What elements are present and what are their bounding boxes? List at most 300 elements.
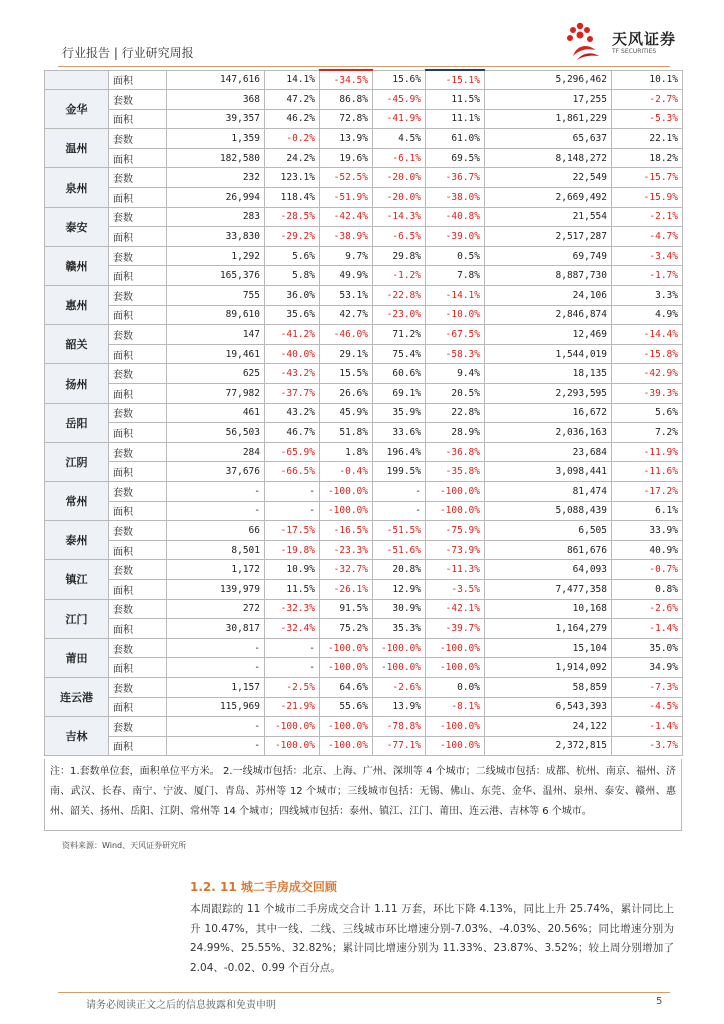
data-cell: 7.2% <box>612 423 683 443</box>
data-cell: -66.5% <box>265 462 320 482</box>
table-row <box>45 717 683 737</box>
table-row <box>45 423 683 443</box>
data-cell: -23.3% <box>320 540 373 560</box>
city-cell: 莆田 <box>45 638 109 677</box>
data-cell: 55.6% <box>320 697 373 717</box>
data-cell: 35.9% <box>373 403 426 423</box>
data-cell: -19.8% <box>265 540 320 560</box>
metric-label: 面积 <box>109 579 167 599</box>
table-row <box>45 70 683 90</box>
data-cell: -17.5% <box>265 521 320 541</box>
data-cell: 2,293,595 <box>485 384 612 404</box>
data-cell: 0.5% <box>426 246 485 266</box>
data-cell: 625 <box>167 364 265 384</box>
data-cell: 15,104 <box>485 638 612 658</box>
data-cell: -16.5% <box>320 521 373 541</box>
housing-data-table <box>44 69 683 756</box>
data-cell: 7,477,358 <box>485 579 612 599</box>
data-cell: -11.9% <box>612 442 683 462</box>
data-cell: -37.7% <box>265 384 320 404</box>
company-logo <box>565 20 675 64</box>
data-cell: 17,255 <box>485 90 612 110</box>
metric-label: 面积 <box>109 423 167 443</box>
data-cell: 1,914,092 <box>485 658 612 678</box>
table-row <box>45 384 683 404</box>
metric-label: 套数 <box>109 677 167 697</box>
metric-label: 面积 <box>109 70 167 90</box>
metric-label: 面积 <box>109 109 167 129</box>
data-cell: 10.9% <box>265 560 320 580</box>
data-cell: 81,474 <box>485 481 612 501</box>
data-cell: 58,859 <box>485 677 612 697</box>
data-cell: -14.3% <box>373 207 426 227</box>
table-row <box>45 638 683 658</box>
metric-label: 套数 <box>109 481 167 501</box>
metric-label: 面积 <box>109 462 167 482</box>
data-cell: 861,676 <box>485 540 612 560</box>
data-cell: -100.0% <box>265 717 320 737</box>
data-cell: -2.1% <box>612 207 683 227</box>
data-cell: -100.0% <box>426 717 485 737</box>
data-cell: -32.3% <box>265 599 320 619</box>
data-cell: 53.1% <box>320 286 373 306</box>
data-cell: -14.1% <box>426 286 485 306</box>
data-cell: 461 <box>167 403 265 423</box>
footer-disclaimer: 请务必阅读正文之后的信息披露和免责申明 <box>86 1000 276 1011</box>
city-cell: 扬州 <box>45 364 109 403</box>
data-cell: 232 <box>167 168 265 188</box>
data-cell: 33,830 <box>167 227 265 247</box>
data-cell: -1.7% <box>612 266 683 286</box>
data-cell: -100.0% <box>320 638 373 658</box>
data-cell: -5.3% <box>612 109 683 129</box>
data-cell: 6.1% <box>612 501 683 521</box>
data-cell: 39,357 <box>167 109 265 129</box>
table-row <box>45 90 683 110</box>
metric-label: 面积 <box>109 148 167 168</box>
data-cell: -0.2% <box>265 129 320 149</box>
data-cell: 2,846,874 <box>485 305 612 325</box>
table-row <box>45 501 683 521</box>
data-cell: 14.1% <box>265 70 320 90</box>
metric-label: 套数 <box>109 168 167 188</box>
data-cell: -40.8% <box>426 207 485 227</box>
data-cell: - <box>167 638 265 658</box>
data-cell: 272 <box>167 599 265 619</box>
data-cell: 8,887,730 <box>485 266 612 286</box>
data-cell: -0.7% <box>612 560 683 580</box>
table-row <box>45 344 683 364</box>
metric-label: 套数 <box>109 90 167 110</box>
table-row <box>45 148 683 168</box>
data-cell: -4.7% <box>612 227 683 247</box>
data-cell: -10.0% <box>426 305 485 325</box>
city-cell: 岳阳 <box>45 403 109 442</box>
data-cell: -26.1% <box>320 579 373 599</box>
data-cell: 26,994 <box>167 188 265 208</box>
table-row <box>45 442 683 462</box>
table-row <box>45 619 683 639</box>
data-cell: 11.1% <box>426 109 485 129</box>
data-cell: 64,093 <box>485 560 612 580</box>
logo-name-en: TF SECURITIES <box>612 48 657 55</box>
header-divider <box>58 66 670 67</box>
metric-label: 套数 <box>109 521 167 541</box>
data-cell: -29.2% <box>265 227 320 247</box>
data-cell: - <box>167 658 265 678</box>
data-cell: -8.1% <box>426 697 485 717</box>
metric-label: 面积 <box>109 344 167 364</box>
data-cell: -15.8% <box>612 344 683 364</box>
data-cell: -100.0% <box>426 481 485 501</box>
data-cell: -23.0% <box>373 305 426 325</box>
data-cell: -42.4% <box>320 207 373 227</box>
data-cell: 46.2% <box>265 109 320 129</box>
data-cell: 35.6% <box>265 305 320 325</box>
data-cell: 26.6% <box>320 384 373 404</box>
city-cell: 惠州 <box>45 286 109 325</box>
data-cell: -39.7% <box>426 619 485 639</box>
data-cell: -100.0% <box>373 638 426 658</box>
data-cell: 11.5% <box>426 90 485 110</box>
data-cell: - <box>265 481 320 501</box>
metric-label: 面积 <box>109 619 167 639</box>
data-cell: -41.2% <box>265 325 320 345</box>
data-cell: -11.6% <box>612 462 683 482</box>
data-cell: 8,148,272 <box>485 148 612 168</box>
data-cell: -2.7% <box>612 90 683 110</box>
data-cell: -36.7% <box>426 168 485 188</box>
data-cell: -35.8% <box>426 462 485 482</box>
metric-label: 面积 <box>109 227 167 247</box>
table-row <box>45 286 683 306</box>
city-cell: 赣州 <box>45 246 109 285</box>
data-cell: 5.6% <box>612 403 683 423</box>
data-cell: 7.8% <box>426 266 485 286</box>
data-cell: - <box>265 501 320 521</box>
data-cell: -100.0% <box>320 717 373 737</box>
section-body: 本周跟踪的 11 个城市二手房成交合计 1.11 万套，环比下降 4.13%，同比上升 25.74%，累计同比上升 10.47%，其中一线、二线、三线城市环比增速分别-7.03%、-4.03%、20.56%；同比增速分别为 24.99%、25.55%、32.82%；累计同比增速分别为 11.33%、23.87%、3.52%；较上周分别增加了 2.04、-0.02、0.99 个百分点。 <box>190 903 674 974</box>
data-cell: 75.2% <box>320 619 373 639</box>
table-row <box>45 168 683 188</box>
data-cell: 6,505 <box>485 521 612 541</box>
data-cell: 165,376 <box>167 266 265 286</box>
data-cell: 33.6% <box>373 423 426 443</box>
city-cell: 吉林 <box>45 717 109 756</box>
data-cell: -7.3% <box>612 677 683 697</box>
data-cell: 139,979 <box>167 579 265 599</box>
data-cell: 12.9% <box>373 579 426 599</box>
data-cell: -100.0% <box>320 501 373 521</box>
data-cell: 115,969 <box>167 697 265 717</box>
data-cell: -14.4% <box>612 325 683 345</box>
city-cell: 温州 <box>45 129 109 168</box>
data-cell: -36.8% <box>426 442 485 462</box>
city-cell: 泉州 <box>45 168 109 207</box>
data-cell: -51.5% <box>373 521 426 541</box>
data-cell: 69,749 <box>485 246 612 266</box>
data-cell: -15.9% <box>612 188 683 208</box>
table-row <box>45 521 683 541</box>
data-cell: 22.1% <box>612 129 683 149</box>
data-cell: -100.0% <box>426 736 485 756</box>
table-row <box>45 364 683 384</box>
data-cell: -45.9% <box>373 90 426 110</box>
data-cell: -15.7% <box>612 168 683 188</box>
data-cell: 43.2% <box>265 403 320 423</box>
data-cell: -1.2% <box>373 266 426 286</box>
table-row <box>45 403 683 423</box>
data-cell: 11.5% <box>265 579 320 599</box>
metric-label: 面积 <box>109 305 167 325</box>
table-row <box>45 227 683 247</box>
metric-label: 面积 <box>109 501 167 521</box>
data-cell: -51.9% <box>320 188 373 208</box>
city-cell: 江阴 <box>45 442 109 481</box>
data-cell: 1,544,019 <box>485 344 612 364</box>
data-cell: 69.5% <box>426 148 485 168</box>
table-row <box>45 266 683 286</box>
data-cell: -11.3% <box>426 560 485 580</box>
data-cell: 1.8% <box>320 442 373 462</box>
metric-label: 套数 <box>109 638 167 658</box>
data-cell: 15.5% <box>320 364 373 384</box>
metric-label: 面积 <box>109 188 167 208</box>
metric-label: 套数 <box>109 207 167 227</box>
data-cell: -100.0% <box>320 658 373 678</box>
data-cell: 9.7% <box>320 246 373 266</box>
data-cell: 35.0% <box>612 638 683 658</box>
header-title: 行业报告 | 行业研究周报 <box>62 46 194 60</box>
data-cell: -1.4% <box>612 717 683 737</box>
metric-label: 面积 <box>109 697 167 717</box>
data-cell: -42.1% <box>426 599 485 619</box>
metric-label: 套数 <box>109 286 167 306</box>
data-cell: 1,164,279 <box>485 619 612 639</box>
data-cell: 66 <box>167 521 265 541</box>
data-cell: 20.5% <box>426 384 485 404</box>
data-cell: 34.9% <box>612 658 683 678</box>
data-cell: -32.7% <box>320 560 373 580</box>
data-cell: 47.2% <box>265 90 320 110</box>
metric-label: 面积 <box>109 540 167 560</box>
data-cell: 29.1% <box>320 344 373 364</box>
data-cell: 147 <box>167 325 265 345</box>
data-cell: -38.9% <box>320 227 373 247</box>
data-cell: -75.9% <box>426 521 485 541</box>
footer-divider <box>58 992 670 993</box>
data-cell: 368 <box>167 90 265 110</box>
data-cell: 19.6% <box>320 148 373 168</box>
table-row <box>45 579 683 599</box>
data-cell: 755 <box>167 286 265 306</box>
metric-label: 套数 <box>109 442 167 462</box>
data-cell: -100.0% <box>426 501 485 521</box>
data-cell: -17.2% <box>612 481 683 501</box>
metric-label: 套数 <box>109 560 167 580</box>
data-cell: 5,296,462 <box>485 70 612 90</box>
data-cell: -2.6% <box>612 599 683 619</box>
data-cell: 13.9% <box>373 697 426 717</box>
data-cell: 3.3% <box>612 286 683 306</box>
data-cell: -0.4% <box>320 462 373 482</box>
data-cell: 36.0% <box>265 286 320 306</box>
city-cell: 泰州 <box>45 521 109 560</box>
data-cell: 1,861,229 <box>485 109 612 129</box>
table-row <box>45 658 683 678</box>
source-note: 资料来源：Wind、天风证券研究所 <box>62 841 187 850</box>
city-cell: 韶关 <box>45 325 109 364</box>
data-cell: -65.9% <box>265 442 320 462</box>
data-cell: 10,168 <box>485 599 612 619</box>
table-row <box>45 736 683 756</box>
data-cell: 64.6% <box>320 677 373 697</box>
data-cell: 147,616 <box>167 70 265 90</box>
metric-label: 面积 <box>109 736 167 756</box>
metric-label: 套数 <box>109 246 167 266</box>
data-cell: 69.1% <box>373 384 426 404</box>
metric-label: 套数 <box>109 129 167 149</box>
page-number: 5 <box>656 996 663 1007</box>
data-cell: 24,122 <box>485 717 612 737</box>
data-cell: -1.4% <box>612 619 683 639</box>
data-cell: - <box>167 481 265 501</box>
data-cell: 89,610 <box>167 305 265 325</box>
table-row <box>45 481 683 501</box>
data-cell: -6.5% <box>373 227 426 247</box>
data-cell: 21,554 <box>485 207 612 227</box>
data-cell: 15.6% <box>373 70 426 90</box>
table-row <box>45 462 683 482</box>
data-cell: 5,088,439 <box>485 501 612 521</box>
table-row <box>45 246 683 266</box>
metric-label: 面积 <box>109 266 167 286</box>
data-cell: 22,549 <box>485 168 612 188</box>
metric-label: 套数 <box>109 325 167 345</box>
data-cell: -2.5% <box>265 677 320 697</box>
data-cell: -51.6% <box>373 540 426 560</box>
data-cell: 199.5% <box>373 462 426 482</box>
logo-name-cn: 天风证券 <box>612 30 677 48</box>
data-cell: 35.3% <box>373 619 426 639</box>
data-cell: 284 <box>167 442 265 462</box>
data-cell: 9.4% <box>426 364 485 384</box>
data-cell: 46.7% <box>265 423 320 443</box>
metric-label: 套数 <box>109 717 167 737</box>
data-cell: -52.5% <box>320 168 373 188</box>
table-row <box>45 560 683 580</box>
data-cell: -40.0% <box>265 344 320 364</box>
data-cell: -77.1% <box>373 736 426 756</box>
data-cell: 30,817 <box>167 619 265 639</box>
table-row <box>45 109 683 129</box>
data-cell: 0.0% <box>426 677 485 697</box>
data-cell: 10.1% <box>612 70 683 90</box>
data-cell: - <box>167 501 265 521</box>
data-cell: - <box>373 481 426 501</box>
city-cell <box>45 70 109 90</box>
data-cell: - <box>265 658 320 678</box>
data-cell: -67.5% <box>426 325 485 345</box>
data-cell: 196.4% <box>373 442 426 462</box>
table-row <box>45 129 683 149</box>
data-cell: 75.4% <box>373 344 426 364</box>
section-title: 1.2. 11 城二手房成交回顾 <box>190 880 337 894</box>
data-cell: 60.6% <box>373 364 426 384</box>
data-cell: -39.3% <box>612 384 683 404</box>
data-cell: -100.0% <box>373 658 426 678</box>
city-cell: 镇江 <box>45 560 109 599</box>
data-cell: 5.8% <box>265 266 320 286</box>
data-cell: 24.2% <box>265 148 320 168</box>
data-cell: 65,637 <box>485 129 612 149</box>
data-cell: -100.0% <box>320 736 373 756</box>
data-cell: 182,580 <box>167 148 265 168</box>
city-cell: 连云港 <box>45 677 109 716</box>
data-cell: 19,461 <box>167 344 265 364</box>
data-cell: 77,982 <box>167 384 265 404</box>
data-cell: 13.9% <box>320 129 373 149</box>
data-cell: 0.8% <box>612 579 683 599</box>
data-cell: 45.9% <box>320 403 373 423</box>
table-row <box>45 697 683 717</box>
data-cell: 28.9% <box>426 423 485 443</box>
data-cell: 123.1% <box>265 168 320 188</box>
table-row <box>45 325 683 345</box>
data-cell: -21.9% <box>265 697 320 717</box>
data-cell: -20.0% <box>373 168 426 188</box>
data-cell: 51.8% <box>320 423 373 443</box>
data-cell: -3.4% <box>612 246 683 266</box>
city-cell: 金华 <box>45 90 109 129</box>
data-cell: -32.4% <box>265 619 320 639</box>
data-cell: -46.0% <box>320 325 373 345</box>
data-cell: 30.9% <box>373 599 426 619</box>
data-cell: 33.9% <box>612 521 683 541</box>
data-cell: 86.8% <box>320 90 373 110</box>
data-cell: 4.5% <box>373 129 426 149</box>
data-cell: 2,036,163 <box>485 423 612 443</box>
metric-label: 套数 <box>109 599 167 619</box>
data-cell: 22.8% <box>426 403 485 423</box>
city-cell: 江门 <box>45 599 109 638</box>
data-cell: 2,669,492 <box>485 188 612 208</box>
data-cell: -42.9% <box>612 364 683 384</box>
data-cell: 4.9% <box>612 305 683 325</box>
metric-label: 面积 <box>109 384 167 404</box>
data-cell: -4.5% <box>612 697 683 717</box>
data-cell: 1,359 <box>167 129 265 149</box>
data-cell: 18,135 <box>485 364 612 384</box>
data-cell: -2.6% <box>373 677 426 697</box>
data-cell: 61.0% <box>426 129 485 149</box>
data-cell: 5.6% <box>265 246 320 266</box>
data-cell: 91.5% <box>320 599 373 619</box>
metric-label: 套数 <box>109 403 167 423</box>
metric-label: 套数 <box>109 364 167 384</box>
data-cell: 118.4% <box>265 188 320 208</box>
table-note: 注：1.套数单位套，面积单位平方米。 2.一线城市包括：北京、上海、广州、深圳等 4 个城市；二线城市包括：成都、杭州、南京、福州、济南、武汉、长春、南宁、宁波、厦门、青岛、苏州等 12 个城市；三线城市包括：无锡、佛山、东莞、金华、温州、泉州、泰安、赣州、惠州、韶关、扬州、岳阳、江阴、常州等 14 个城市；四线城市包括：泰州、镇江、江门、莆田、连云港、吉林等 6 个城市。 <box>44 759 682 831</box>
data-cell: 16,672 <box>485 403 612 423</box>
data-cell: -28.5% <box>265 207 320 227</box>
data-cell: 1,172 <box>167 560 265 580</box>
data-cell: -20.0% <box>373 188 426 208</box>
table-row <box>45 305 683 325</box>
data-cell: 49.9% <box>320 266 373 286</box>
data-cell: -39.0% <box>426 227 485 247</box>
data-cell: - <box>167 717 265 737</box>
data-cell: 1,157 <box>167 677 265 697</box>
